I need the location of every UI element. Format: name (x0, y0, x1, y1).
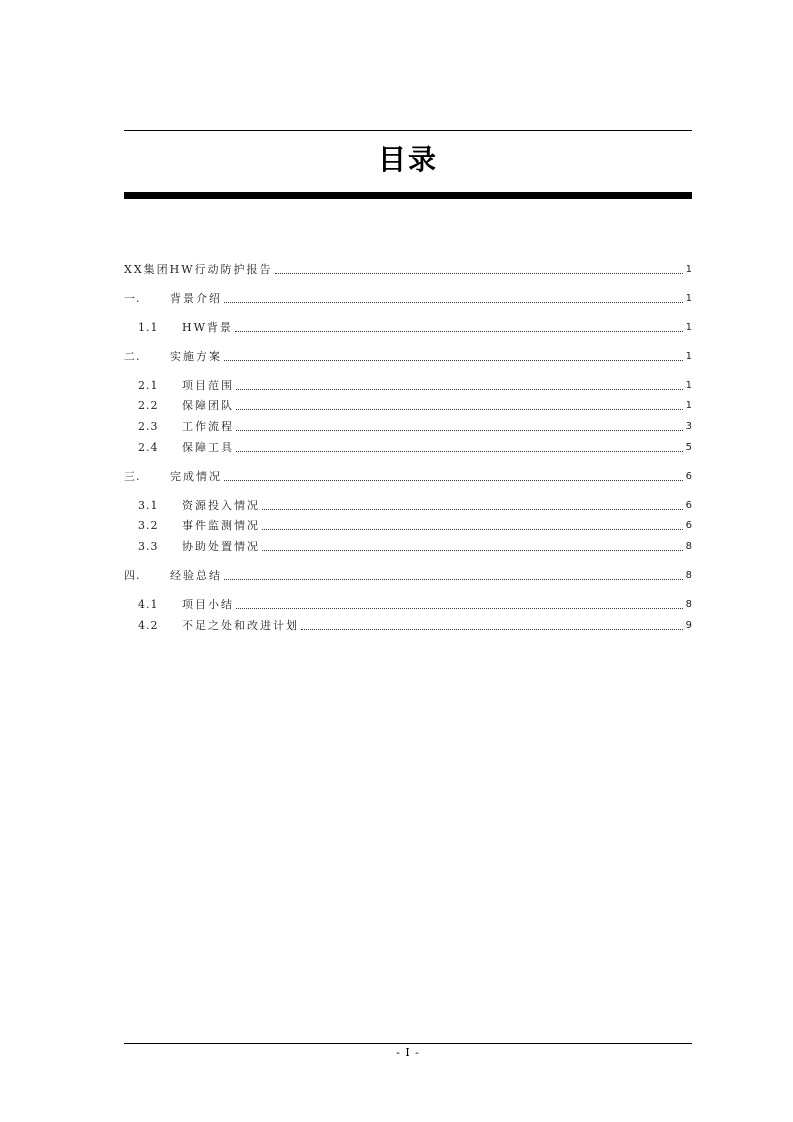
toc-entry-title: XX集团HW行动防护报告 (124, 263, 273, 276)
toc-dot-leader (275, 272, 683, 274)
toc-entry-title: 事件监测情况 (182, 519, 260, 532)
toc-entry-title: 工作流程 (182, 420, 234, 433)
toc-dot-leader (236, 388, 683, 390)
toc-entry-number: 1.1 (138, 321, 159, 334)
toc-entry-page: 1 (685, 264, 692, 275)
toc-entry-number: 2.1 (138, 379, 159, 392)
toc-entry-number: 4.2 (138, 619, 159, 632)
toc-entry-number: 2.3 (138, 420, 159, 433)
toc-entry-number: 3.2 (138, 519, 159, 532)
toc-entry[interactable] (138, 617, 692, 633)
toc-entry-title: 背景介绍 (170, 292, 222, 305)
toc-entry-page: 6 (685, 471, 692, 482)
toc-entry[interactable] (124, 348, 692, 364)
toc-entry-page: 5 (685, 442, 692, 453)
toc-entry[interactable] (138, 319, 692, 335)
toc-entry-page: 1 (685, 293, 692, 304)
toc-entry-title: 保障工具 (182, 441, 234, 454)
toc-dot-leader (236, 450, 683, 452)
footer-rule (124, 1043, 692, 1044)
toc-entry-page: 1 (685, 322, 692, 333)
title-underline (124, 192, 692, 199)
toc-dot-leader (262, 508, 683, 510)
toc-entry[interactable] (138, 497, 692, 513)
header-rule (124, 130, 692, 131)
toc-entry-number: 二. (124, 350, 141, 363)
toc-entry-title: 实施方案 (170, 350, 222, 363)
toc-entry-page: 3 (685, 421, 692, 432)
toc-dot-leader (262, 549, 683, 551)
toc-dot-leader (224, 578, 683, 580)
toc-entry-number: 2.4 (138, 441, 159, 454)
toc-dot-leader (301, 628, 683, 630)
toc-entry-page: 8 (685, 599, 692, 610)
toc-entry[interactable] (138, 538, 692, 554)
toc-entry[interactable] (138, 397, 692, 413)
toc-entry-page: 8 (685, 541, 692, 552)
toc-entry-number: 四. (124, 569, 141, 582)
toc-entry-page: 6 (685, 500, 692, 511)
toc-entry-page: 1 (685, 351, 692, 362)
toc-entry[interactable] (138, 418, 692, 434)
toc-entry-page: 8 (685, 570, 692, 581)
toc-entry-title: 协助处置情况 (182, 540, 260, 553)
toc-entry-page: 1 (685, 380, 692, 391)
toc-entry-page: 9 (685, 620, 692, 631)
toc-entry-title: 项目小结 (182, 598, 234, 611)
toc-entry[interactable] (124, 261, 692, 277)
footer-page-number: - I - (396, 1046, 420, 1059)
toc-entry[interactable] (124, 468, 692, 484)
toc-entry[interactable] (138, 439, 692, 455)
toc-entry[interactable] (124, 567, 692, 583)
toc-entry-title: HW背景 (182, 321, 233, 334)
toc-entry-number: 三. (124, 470, 141, 483)
toc-entry-number: 3.1 (138, 499, 159, 512)
toc-dot-leader (235, 330, 683, 332)
toc-dot-leader (236, 607, 683, 609)
toc-entry-title: 不足之处和改进计划 (182, 619, 299, 632)
toc-entry-title: 项目范围 (182, 379, 234, 392)
toc-entry-number: 一. (124, 292, 141, 305)
toc-dot-leader (224, 359, 683, 361)
toc-dot-leader (224, 479, 683, 481)
toc-entry-title: 完成情况 (170, 470, 222, 483)
toc-entry-number: 3.3 (138, 540, 159, 553)
toc-entry-title: 资源投入情况 (182, 499, 260, 512)
toc-entry[interactable] (138, 517, 692, 533)
toc-entry-number: 4.1 (138, 598, 159, 611)
toc-dot-leader (236, 429, 683, 431)
toc-entry-title: 保障团队 (182, 399, 234, 412)
toc-dot-leader (236, 408, 683, 410)
toc-entry[interactable] (138, 377, 692, 393)
toc-dot-leader (262, 528, 683, 530)
toc-entry-page: 6 (685, 520, 692, 531)
toc-dot-leader (224, 301, 683, 303)
toc-entry[interactable] (138, 596, 692, 612)
toc-entry-page: 1 (685, 400, 692, 411)
toc-entry-title: 经验总结 (170, 569, 222, 582)
toc-entry[interactable] (124, 290, 692, 306)
page-title: 目录 (377, 143, 438, 176)
toc-entry-number: 2.2 (138, 399, 159, 412)
